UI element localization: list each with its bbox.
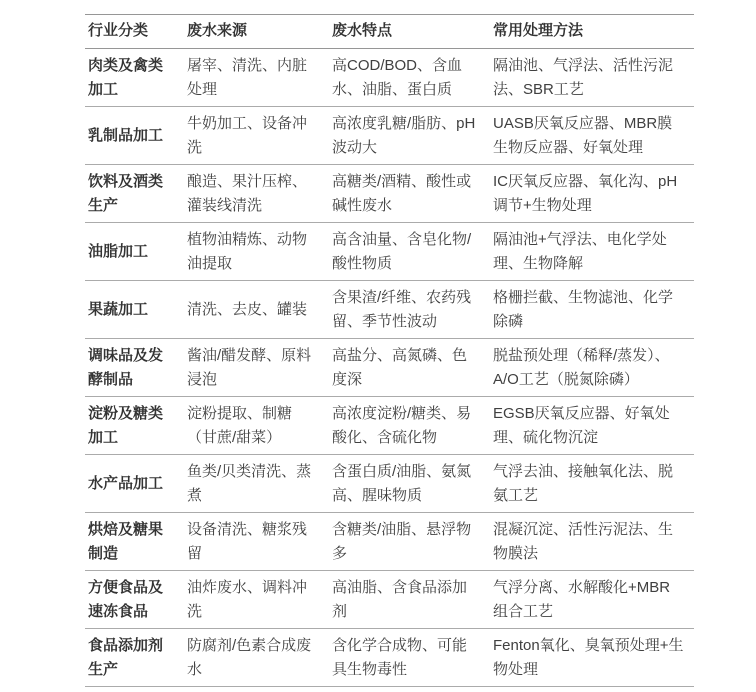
table-row xyxy=(85,397,694,455)
cell-industry: 淀粉及糖类加工 xyxy=(88,405,164,446)
cell-source: 鱼类/贝类清洗、蒸煮 xyxy=(187,463,312,504)
cell-source: 设备清洗、糖浆残留 xyxy=(187,521,308,562)
table-row xyxy=(85,223,694,281)
cell-industry: 乳制品加工 xyxy=(88,127,164,144)
table-row xyxy=(85,49,694,107)
cell-source: 酿造、果汁压榨、灌装线清洗 xyxy=(187,173,308,214)
table-row xyxy=(85,339,694,397)
cell-source: 淀粉提取、制糖（甘蔗/甜菜） xyxy=(187,405,293,446)
table-row xyxy=(85,571,694,629)
cell-characteristics: 含果渣/纤维、农药残留、季节性波动 xyxy=(332,289,472,330)
cell-characteristics: 高糖类/酒精、酸性或碱性废水 xyxy=(332,173,472,214)
cell-industry: 饮料及酒类生产 xyxy=(88,173,164,214)
industry-wastewater-table xyxy=(85,14,694,687)
table-header-row xyxy=(85,15,694,49)
cell-industry: 调味品及发酵制品 xyxy=(88,347,164,388)
cell-characteristics: 含化学合成物、可能具生物毒性 xyxy=(332,637,468,678)
cell-characteristics: 高油脂、含食品添加剂 xyxy=(332,579,468,620)
cell-treatment: 隔油池+气浮法、电化学处理、生物降解 xyxy=(493,231,667,272)
cell-source: 屠宰、清洗、内脏处理 xyxy=(187,57,308,98)
table-row xyxy=(85,455,694,513)
cell-characteristics: 高浓度淀粉/糖类、易酸化、含硫化物 xyxy=(332,405,472,446)
cell-characteristics: 含糖类/油脂、悬浮物多 xyxy=(332,521,472,562)
cell-characteristics: 高COD/BOD、含血水、油脂、蛋白质 xyxy=(332,57,463,98)
cell-characteristics: 高浓度乳糖/脂肪、pH波动大 xyxy=(332,115,476,156)
table-row xyxy=(85,513,694,571)
header-cell-treatment: 常用处理方法 xyxy=(493,22,584,39)
cell-treatment: IC厌氧反应器、氧化沟、pH调节+生物处理 xyxy=(493,173,678,214)
table-body xyxy=(85,49,694,687)
cell-industry: 烘焙及糖果制造 xyxy=(88,521,164,562)
cell-treatment: 脱盐预处理（稀释/蒸发）、A/O工艺（脱氮除磷） xyxy=(493,347,670,388)
cell-source: 油炸废水、调料冲洗 xyxy=(187,579,308,620)
cell-treatment: 混凝沉淀、活性污泥法、生物膜法 xyxy=(493,521,674,562)
header-cell-characteristics: 废水特点 xyxy=(332,22,393,39)
table-row xyxy=(85,165,694,223)
industry-wastewater-table-container xyxy=(85,14,694,687)
cell-characteristics: 含蛋白质/油脂、氨氮高、腥味物质 xyxy=(332,463,472,504)
cell-industry: 食品添加剂生产 xyxy=(88,637,164,678)
cell-treatment: 气浮去油、接触氧化法、脱氨工艺 xyxy=(493,463,674,504)
cell-industry: 方便食品及速冻食品 xyxy=(88,579,164,620)
cell-industry: 肉类及禽类加工 xyxy=(88,57,164,98)
cell-treatment: 隔油池、气浮法、活性污泥法、SBR工艺 xyxy=(493,57,674,98)
cell-source: 酱油/醋发酵、原料浸泡 xyxy=(187,347,312,388)
table-row xyxy=(85,107,694,165)
cell-source: 植物油精炼、动物油提取 xyxy=(187,231,308,272)
cell-treatment: 格栅拦截、生物滤池、化学除磷 xyxy=(493,289,674,330)
cell-source: 清洗、去皮、罐装 xyxy=(187,301,308,318)
cell-industry: 水产品加工 xyxy=(88,475,164,492)
cell-treatment: UASB厌氧反应器、MBR膜生物反应器、好氧处理 xyxy=(493,115,673,156)
cell-treatment: 气浮分离、水解酸化+MBR组合工艺 xyxy=(493,579,671,620)
header-cell-source: 废水来源 xyxy=(187,22,248,39)
table-row xyxy=(85,281,694,339)
cell-source: 防腐剂/色素合成废水 xyxy=(187,637,312,678)
cell-treatment: EGSB厌氧反应器、好氧处理、硫化物沉淀 xyxy=(493,405,670,446)
cell-industry: 油脂加工 xyxy=(88,243,149,260)
table-row xyxy=(85,629,694,687)
cell-source: 牛奶加工、设备冲洗 xyxy=(187,115,308,156)
cell-industry: 果蔬加工 xyxy=(88,301,149,318)
cell-characteristics: 高含油量、含皂化物/酸性物质 xyxy=(332,231,472,272)
cell-characteristics: 高盐分、高氮磷、色度深 xyxy=(332,347,468,388)
cell-treatment: Fenton氧化、臭氧预处理+生物处理 xyxy=(493,637,684,678)
header-cell-industry: 行业分类 xyxy=(88,22,149,39)
